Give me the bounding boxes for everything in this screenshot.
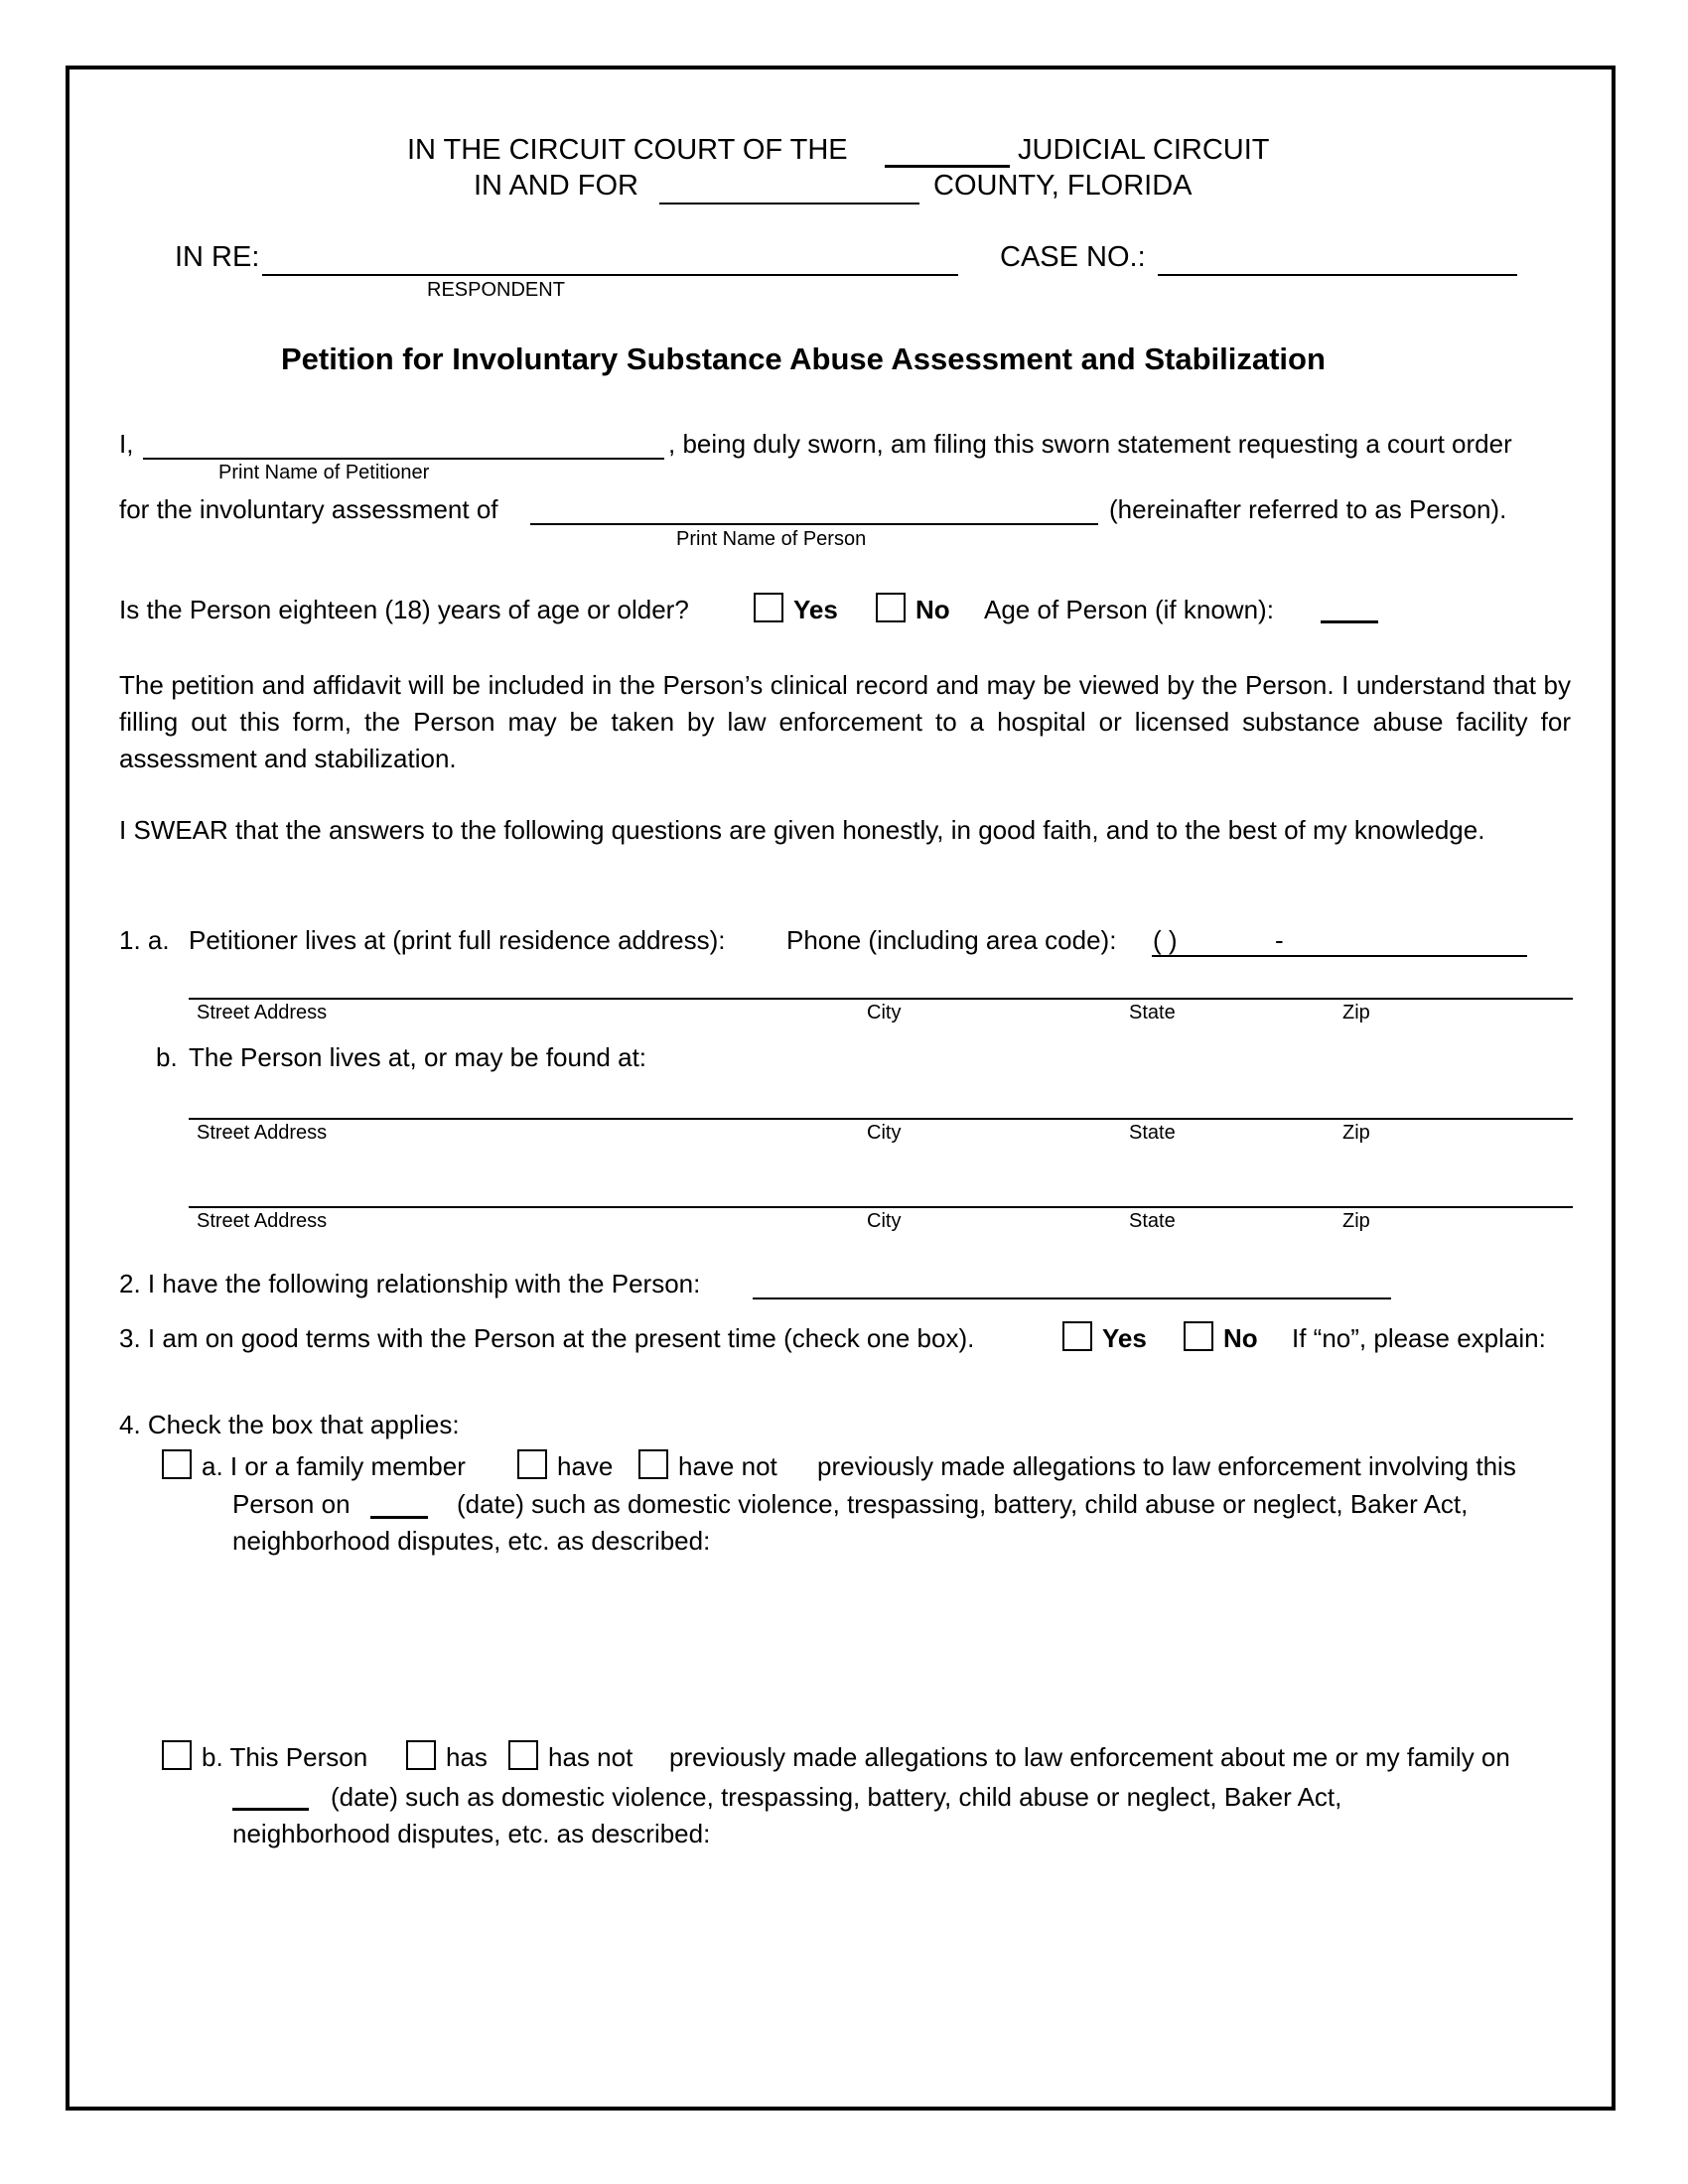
age-blank[interactable] — [1321, 620, 1378, 623]
case-no-label: CASE NO.: — [1000, 241, 1146, 273]
petitioner-state-label: State — [1129, 1002, 1176, 1024]
court-header-line1-left: IN THE CIRCUIT COURT OF THE — [407, 134, 848, 166]
petition-title: Petition for Involuntary Substance Abuse Assessment and Stabilization — [281, 341, 1326, 376]
case-number-line[interactable] — [1158, 274, 1517, 276]
person-state-label-2: State — [1129, 1210, 1176, 1232]
person-city-label-1: City — [867, 1122, 902, 1144]
q4b-has-checkbox[interactable] — [406, 1740, 436, 1770]
petitioner-zip-label: Zip — [1342, 1002, 1370, 1024]
q4a-have-not-label: have not — [678, 1451, 777, 1481]
age-known-label: Age of Person (if known): — [984, 595, 1274, 624]
q4b-date-blank[interactable] — [232, 1808, 309, 1811]
q3-text: 3. I am on good terms with the Person at the present time (check one box). — [119, 1323, 975, 1353]
person-city-label-2: City — [867, 1210, 902, 1232]
q4a-text-line2: (date) such as domestic violence, trespassing, battery, child abuse or neglect, Baker Act, — [457, 1489, 1469, 1519]
respondent-label: RESPONDENT — [427, 279, 565, 301]
q4b-text-line2: (date) such as domestic violence, trespassing, battery, child abuse or neglect, Baker Act, — [331, 1782, 1342, 1812]
court-header-line1-right: JUDICIAL CIRCUIT — [1018, 134, 1270, 166]
q4b-checkbox[interactable] — [162, 1740, 192, 1770]
good-terms-no-checkbox[interactable] — [1184, 1321, 1213, 1351]
q1b-text: The Person lives at, or may be found at: — [189, 1042, 647, 1072]
q4b-has-not-label: has not — [548, 1742, 633, 1772]
person-street-label-2: Street Address — [197, 1210, 328, 1232]
swear-paragraph: I SWEAR that the answers to the following questions are given honestly, in good faith, and to the best of my knowledge. — [119, 815, 1485, 845]
q4b-has-not-checkbox[interactable] — [508, 1740, 538, 1770]
assessment-of-text: for the involuntary assessment of — [119, 494, 498, 524]
good-terms-no-label: No — [1223, 1323, 1258, 1353]
person-state-label-1: State — [1129, 1122, 1176, 1144]
q4a-have-label: have — [557, 1451, 614, 1481]
q4b-text-line3: neighborhood disputes, etc. as described: — [232, 1819, 711, 1848]
phone-area-code: ( ) — [1153, 925, 1178, 955]
q4-text: 4. Check the box that applies: — [119, 1410, 460, 1439]
phone-line[interactable] — [1152, 955, 1527, 957]
q4a-label: a. I or a family member — [202, 1451, 466, 1481]
age-question: Is the Person eighteen (18) years of age or older? — [119, 595, 689, 624]
q4b-label: b. This Person — [202, 1742, 368, 1772]
county-blank[interactable] — [659, 203, 919, 205]
q4b-text-line1: previously made allegations to law enforcement about me or my family on — [669, 1742, 1510, 1772]
q4a-checkbox[interactable] — [162, 1449, 192, 1479]
person-zip-label-2: Zip — [1342, 1210, 1370, 1232]
person-name-line[interactable] — [530, 523, 1098, 525]
person-zip-label-1: Zip — [1342, 1122, 1370, 1144]
petitioner-name-line[interactable] — [143, 458, 664, 460]
phone-label: Phone (including area code): — [786, 925, 1117, 955]
person-address-line-1[interactable] — [189, 1118, 1573, 1120]
person-name-caption: Print Name of Person — [676, 528, 867, 550]
judicial-circuit-blank[interactable] — [885, 165, 1010, 168]
petitioner-name-caption: Print Name of Petitioner — [218, 462, 430, 483]
q2-text: 2. I have the following relationship with the Person: — [119, 1269, 701, 1298]
good-terms-yes-checkbox[interactable] — [1062, 1321, 1092, 1351]
relationship-line[interactable] — [753, 1297, 1391, 1299]
phone-dash: - — [1275, 925, 1284, 955]
age-yes-checkbox[interactable] — [754, 593, 783, 622]
intro-i: I, — [119, 429, 134, 459]
court-header-line2-left: IN AND FOR — [474, 170, 638, 202]
court-header-line2-right: COUNTY, FLORIDA — [933, 170, 1193, 202]
q4a-have-not-checkbox[interactable] — [638, 1449, 668, 1479]
q1a-text: Petitioner lives at (print full residence address): — [189, 925, 726, 955]
explain-label: If “no”, please explain: — [1292, 1323, 1546, 1353]
good-terms-yes-label: Yes — [1102, 1323, 1147, 1353]
person-street-label-1: Street Address — [197, 1122, 328, 1144]
q4b-has-label: has — [446, 1742, 488, 1772]
q4a-text-line1: previously made allegations to law enforcement involving this — [817, 1451, 1516, 1481]
q4a-text-line3: neighborhood disputes, etc. as described: — [232, 1526, 711, 1556]
in-re-label: IN RE: — [175, 241, 260, 273]
petitioner-street-label: Street Address — [197, 1002, 328, 1024]
q4a-person-on: Person on — [232, 1489, 351, 1519]
petitioner-address-line[interactable] — [189, 998, 1573, 1000]
respondent-name-line[interactable] — [262, 274, 958, 276]
q1b-label: b. — [156, 1042, 178, 1072]
q4a-date-blank[interactable] — [370, 1516, 428, 1519]
age-no-checkbox[interactable] — [876, 593, 906, 622]
age-yes-label: Yes — [793, 595, 838, 624]
sworn-statement-text: , being duly sworn, am filing this sworn statement requesting a court order — [668, 429, 1512, 459]
age-no-label: No — [915, 595, 950, 624]
q4a-have-checkbox[interactable] — [517, 1449, 547, 1479]
petitioner-city-label: City — [867, 1002, 902, 1024]
person-address-line-2[interactable] — [189, 1206, 1573, 1208]
q1a-number: 1. a. — [119, 925, 170, 955]
hereinafter-text: (hereinafter referred to as Person). — [1109, 494, 1507, 524]
clinical-record-paragraph: The petition and affidavit will be included in the Person’s clinical record and may be viewed by the Person. I understand that by filling out this form, the Person may be taken by law enforcement to a hospital or licensed substance abuse facility for assessment and stabilization. — [119, 670, 1571, 773]
